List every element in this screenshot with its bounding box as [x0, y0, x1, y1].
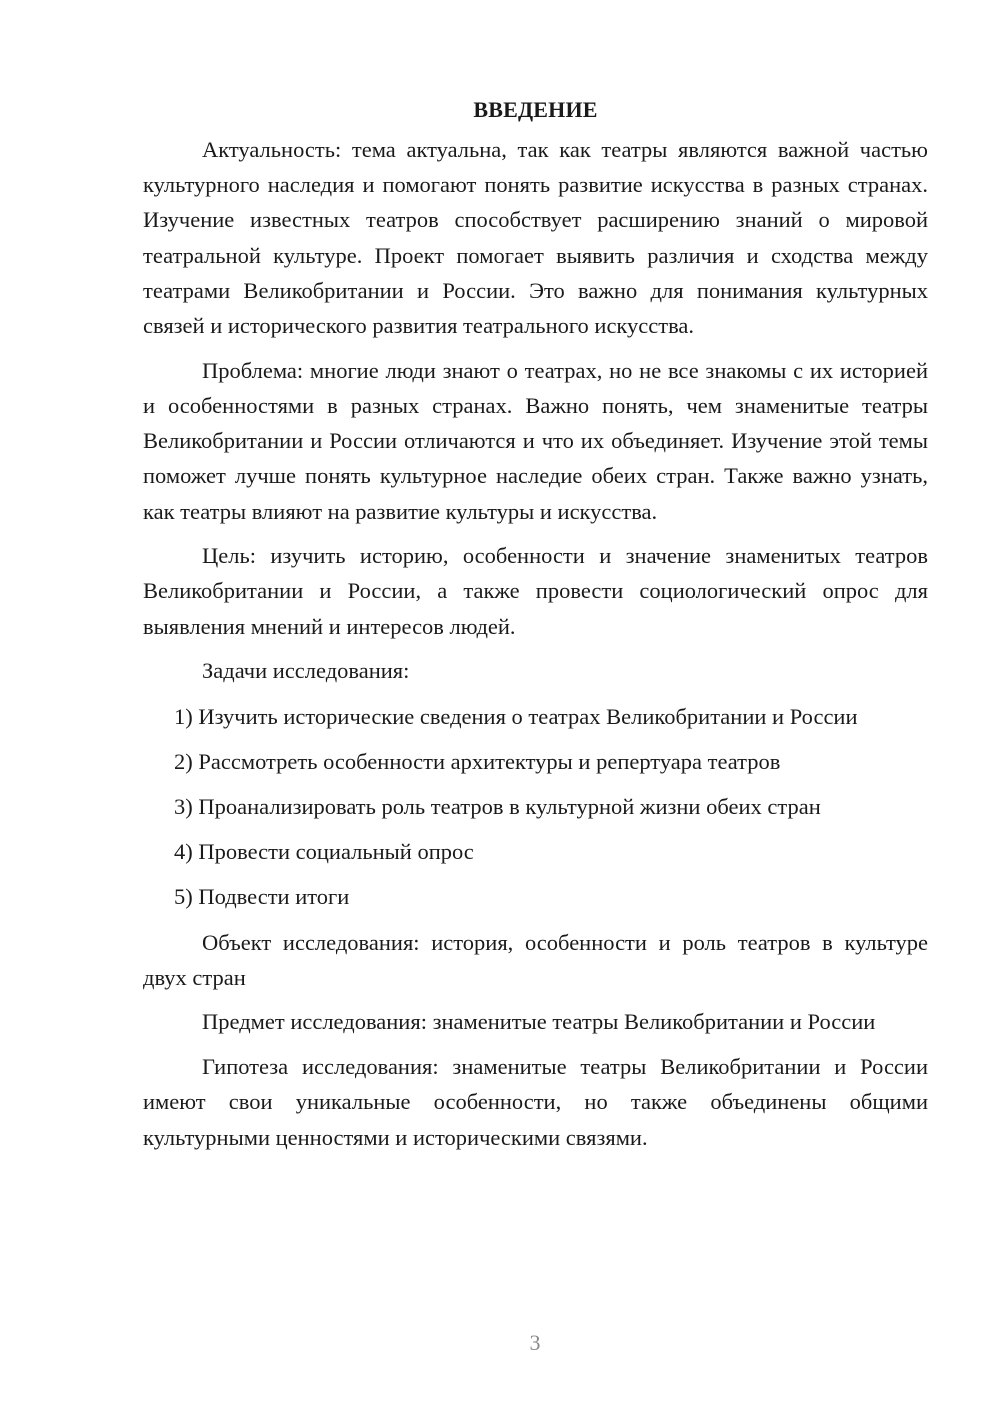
task-item: 2) Рассмотреть особенности архитектуры и репертуара театров	[174, 748, 781, 774]
tasks-title: Задачи исследования:	[202, 658, 410, 684]
task-item: 1) Изучить исторические сведения о театрах Великобритании и России	[174, 703, 858, 729]
goal-paragraph: Цель: изучить историю, особенности и значение знаменитых театров Великобритании и России, а также провести социологический опрос для выявления мнений и интересов людей.	[143, 543, 928, 639]
task-item: 3) Проанализировать роль театров в культурной жизни обеих стран	[174, 793, 821, 819]
subject-paragraph: Предмет исследования: знаменитые театры Великобритании и России	[202, 1009, 876, 1035]
object-paragraph: Объект исследования: история, особенности и роль театров в культуре двух стран	[143, 929, 928, 990]
problem-paragraph: Проблема: многие люди знают о театрах, но не все знакомы с их историей и особенностями в разных странах. Важно понять, чем знаменитые театры Великобритании и России отличаются и что их объединяет. Изучение этой темы поможет лучше понять культурное наследие обеих стран. Также важно узнать, как театры влияют на развитие культуры и искусства.	[143, 357, 928, 524]
section-heading: ВВЕДЕНИЕ	[473, 97, 598, 122]
task-item: 5) Подвести итоги	[174, 884, 350, 910]
tasks-list	[143, 699, 928, 915]
task-item: 4) Провести социальный опрос	[174, 839, 474, 865]
page-number: 3	[529, 1330, 541, 1355]
document-page	[143, 88, 928, 1164]
relevance-paragraph: Актуальность: тема актуальна, так как театры являются важной частью культурного наследия и помогают понять развитие искусства в разных странах. Изучение известных театров способствует расширению знаний о мировой театральной культуре. Проект помогает выявить различия и сходства между театрами Великобритании и России. Это важно для понимания культурных связей и исторического развития театрального искусства.	[143, 137, 928, 339]
hypothesis-paragraph: Гипотеза исследования: знаменитые театры Великобритании и России имеют свои уникальные особенности, но также объединены общими культурными ценностями и историческими связями.	[143, 1054, 928, 1150]
